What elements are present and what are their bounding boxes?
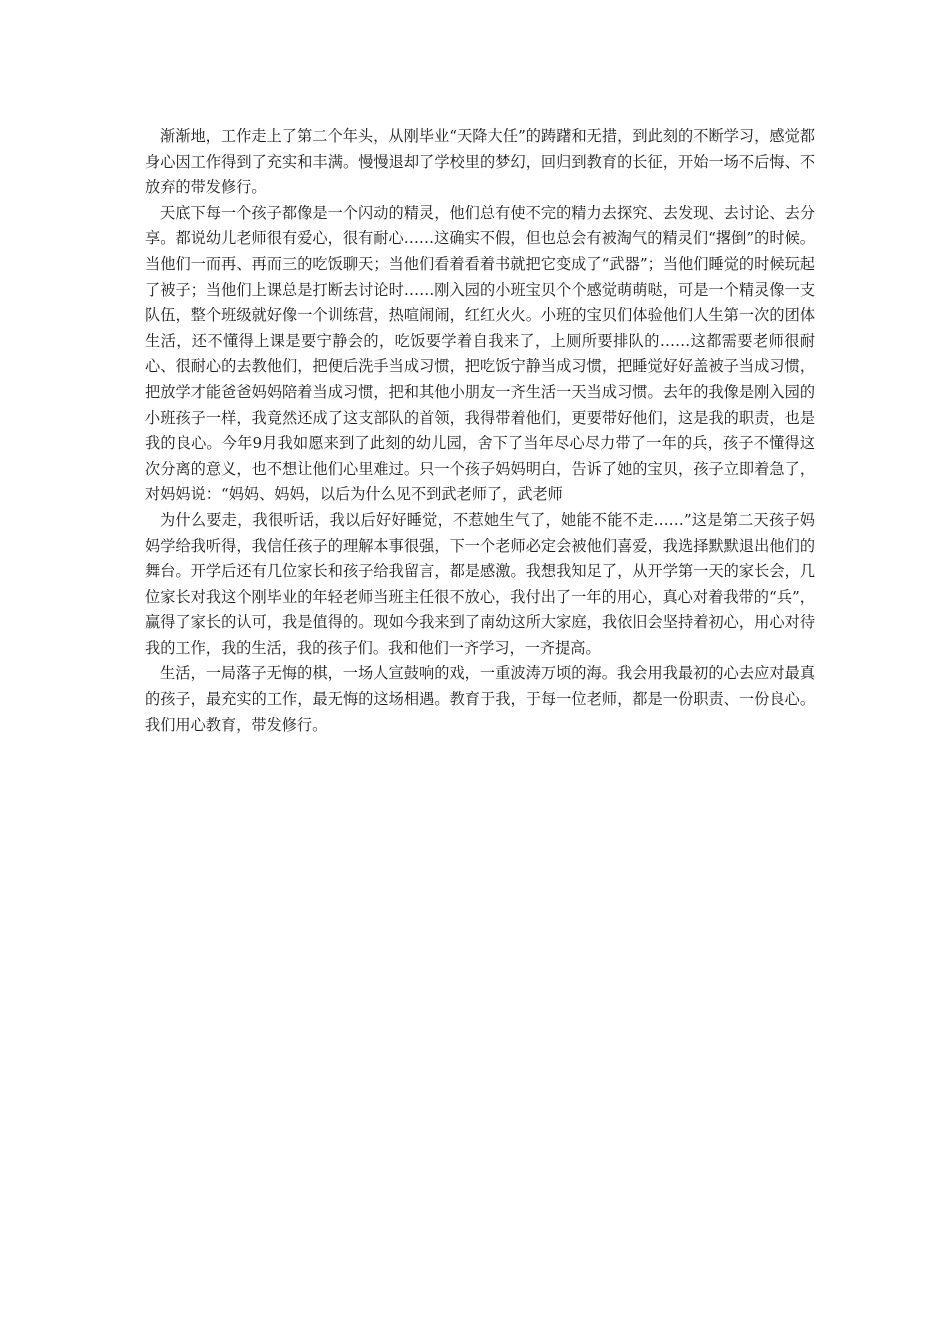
document-body [145, 124, 815, 738]
paragraph-1: 渐渐地，工作走上了第二个年头，从刚毕业“天降大任”的踌躇和无措，到此刻的不断学习，感觉都身心因工作得到了充实和丰满。慢慢退却了学校里的梦幻，回归到教育的长征，开始一场不后悔、不放弃的带发修行。 [145, 127, 815, 197]
paragraph-3: 为什么要走，我很听话，我以后好好睡觉，不惹她生气了，她能不能不走……”这是第二天孩子妈妈学给我听得，我信任孩子的理解本事很强，下一个老师必定会被他们喜爱，我选择默默退出他们的舞台。开学后还有几位家长和孩子给我留言，都是感激。我想我知足了，从开学第一天的家长会，几位家长对我这个刚毕业的年轻老师当班主任很不放心，我付出了一年的用心，真心对着我带的“兵”，赢得了家长的认可，我是值得的。现如今我来到了南幼这所大家庭，我依旧会坚持着初心，用心对待我的工作，我的生活，我的孩子们。我和他们一齐学习，一齐提高。 [145, 510, 815, 657]
paragraph-2: 天底下每一个孩子都像是一个闪动的精灵，他们总有使不完的精力去探究、去发现、去讨论、去分享。都说幼儿老师很有爱心，很有耐心……这确实不假，但也总会有被淘气的精灵们“撂倒”的时候。当他们一而再、再而三的吃饭聊天；当他们看着看着书就把它变成了“武器”；当他们睡觉的时候玩起了被子；当他们上课总是打断去讨论时……刚入园的小班宝贝个个感觉萌萌哒，可是一个精灵像一支队伍，整个班级就好像一个训练营，热喧闹闹，红红火火。小班的宝贝们体验他们人生第一次的团体生活，还不懂得上课是要宁静会的，吃饭要学着自我来了，上厕所要排队的……这都需要老师很耐心、很耐心的去教他们，把便后洗手当成习惯，把吃饭宁静当成习惯，把睡觉好好盖被子当成习惯，把放学才能爸爸妈妈陪着当成习惯，把和其他小朋友一齐生活一天当成习惯。去年的我像是刚入园的小班孩子一样，我竟然还成了这支部队的首领，我得带着他们，更要带好他们，这是我的职责，也是我的良心。今年9月我如愿来到了此刻的幼儿园，舍下了当年尽心尽力带了一年的兵，孩子不懂得这次分离的意义，也不想让他们心里难过。只一个孩子妈妈明白，告诉了她的宝贝，孩子立即着急了，对妈妈说：“妈妈、妈妈，以后为什么见不到武老师了，武老师 [145, 203, 815, 504]
paragraph-4: 生活，一局落子无悔的棋，一场人宣鼓响的戏，一重波涛万顷的海。我会用我最初的心去应对最真的孩子，最充实的工作，最无悔的这场相遇。教育于我，于每一位老师，都是一份职责、一份良心。我们用心教育，带发修行。 [145, 664, 815, 734]
